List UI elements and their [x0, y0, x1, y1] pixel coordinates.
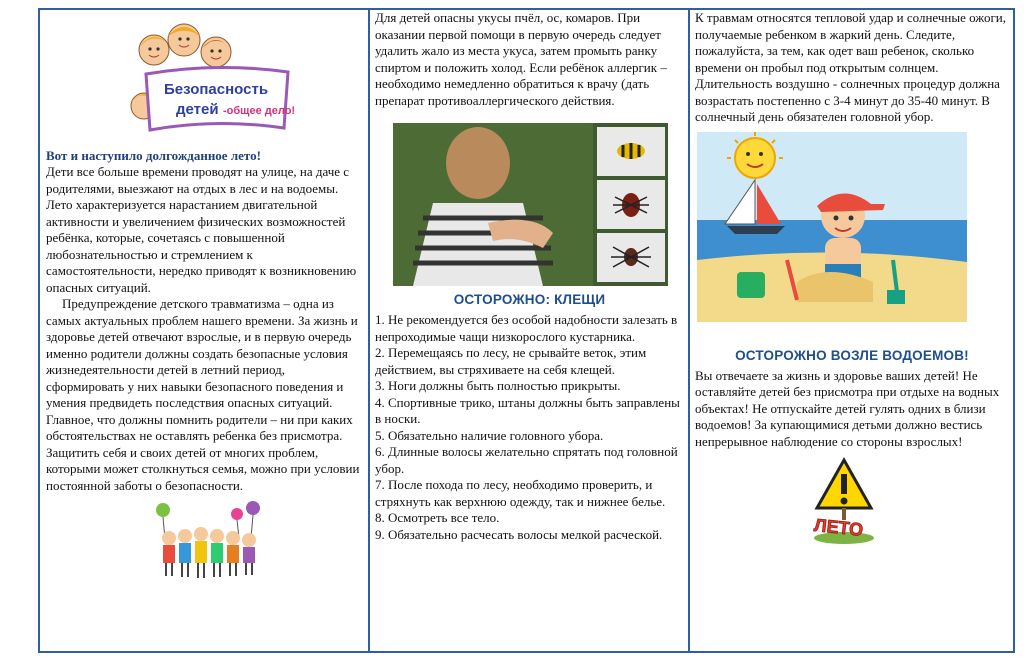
logo-title-line3: -общее дело! — [223, 105, 296, 117]
sign-text: ЛЕТО — [813, 514, 865, 540]
column-left — [40, 10, 368, 651]
list-item: 8. Осмотреть все тело. — [375, 510, 500, 525]
parents-paragraph: Главное, что должны помнить родители – ни при каких обстоятельствах не оставлять ребенка без присмотра. Защитить себя и своих детей от многих проблем, которыми может столкнуться семья, можно при условии постоянной заботы о безопасности. — [46, 411, 360, 493]
summer-warning-sign — [799, 456, 889, 546]
ticks-tips-list — [375, 312, 684, 543]
list-item: 2. Перемещаясь по лесу, не срывайте веток, этим действием, вы стряхиваете на себя клещей. — [375, 345, 647, 377]
list-item: 7. После похода по лесу, необходимо проверить, и стряхнуть как верхнюю одежду, так и нижнее белье. — [375, 477, 666, 509]
brochure-sheet — [38, 8, 1015, 653]
water-heading: ОСТОРОЖНО ВОЗЛЕ ВОДОЕМОВ! — [735, 347, 969, 363]
column-right — [688, 10, 1013, 651]
kids-group-illustration — [151, 500, 271, 582]
column-middle — [368, 10, 688, 651]
water-safety-paragraph: Вы отвечаете за жизнь и здоровье ваших детей! Не оставляйте детей без присмотра при отдыхе на водных объектах! Не отпускайте детей гулять одних в близи водоемов! За купающимися детьми должно вестись непрерывное наблюдение со стороны взрослых! — [695, 367, 1000, 449]
list-item: 4. Спортивные трико, штаны должны быть заправлены в носки. — [375, 394, 680, 426]
prevention-paragraph: Предупреждение детского травматизма – одна из самых актуальных проблем нашего времени. За жизнь и здоровье детей отвечают взрослые, и в первую очередь именно родители должны создать безопасные условия жизнедеятельности детей в летний период, сформировать у них навыки безопасного поведения и умения предвидеть последствия опасных ситуаций. — [46, 296, 358, 410]
kids-logo-illustration — [126, 22, 296, 142]
logo-title-line2: детей — [176, 101, 219, 118]
beach-illustration — [697, 132, 967, 322]
list-item: 1. Не рекомендуется без особой надобности залезать в непроходимые чащи низкорослого кустарника. — [375, 312, 678, 344]
safety-logo — [126, 22, 296, 142]
list-item: 3. Ноги должны быть полностью прикрыты. — [375, 378, 621, 393]
intro-paragraph: Дети все больше времени проводят на улице, на даче с родителями, выезжают на отдых в лес и на водоемы. Лето характеризуется нарастанием двигательной активности и увеличением физических возможностей ребёнка, которые, сочетаясь с повышенной любознательностью и стремлением к самостоятельности, нередко приводят к возникновению опасных ситуаций. — [46, 164, 357, 295]
list-item: 5. Обязательно наличие головного убора. — [375, 427, 604, 443]
sun-safety-paragraph: К травмам относятся тепловой удар и солнечные ожоги, получаемые ребенком в жаркий день. Следите, пожалуйста, за тем, как одет ваш ребенок, сколько времени он пробыл под открытым солнцем. Длительность воздушно - солнечных процедур должна возрастать постепенно с 3-4 минут до 35-40 минут. В солнечный день обязателен головной убор. — [695, 10, 1006, 124]
summer-lede: Вот и наступило долгожданное лето! — [46, 148, 261, 163]
list-item: 6. Длинные волосы желательно спрятать под головной убор. — [375, 444, 678, 476]
logo-title-line1: Безопасность — [164, 81, 269, 98]
ticks-photo — [393, 123, 668, 286]
ticks-heading: ОСТОРОЖНО: КЛЕЩИ — [453, 292, 606, 307]
insect-bites-paragraph: Для детей опасны укусы пчёл, ос, комаров. При оказании первой помощи в первую очередь следует удалить жало из места укуса, затем промыть ранку спиртом и положить холод. Если ребёнок аллергик – необходимо немедленно обратиться к врачу (дать препарат противоаллергического действия. — [375, 10, 667, 108]
list-item: 9. Обязательно расчесать волосы мелкой расческой. — [375, 526, 663, 542]
